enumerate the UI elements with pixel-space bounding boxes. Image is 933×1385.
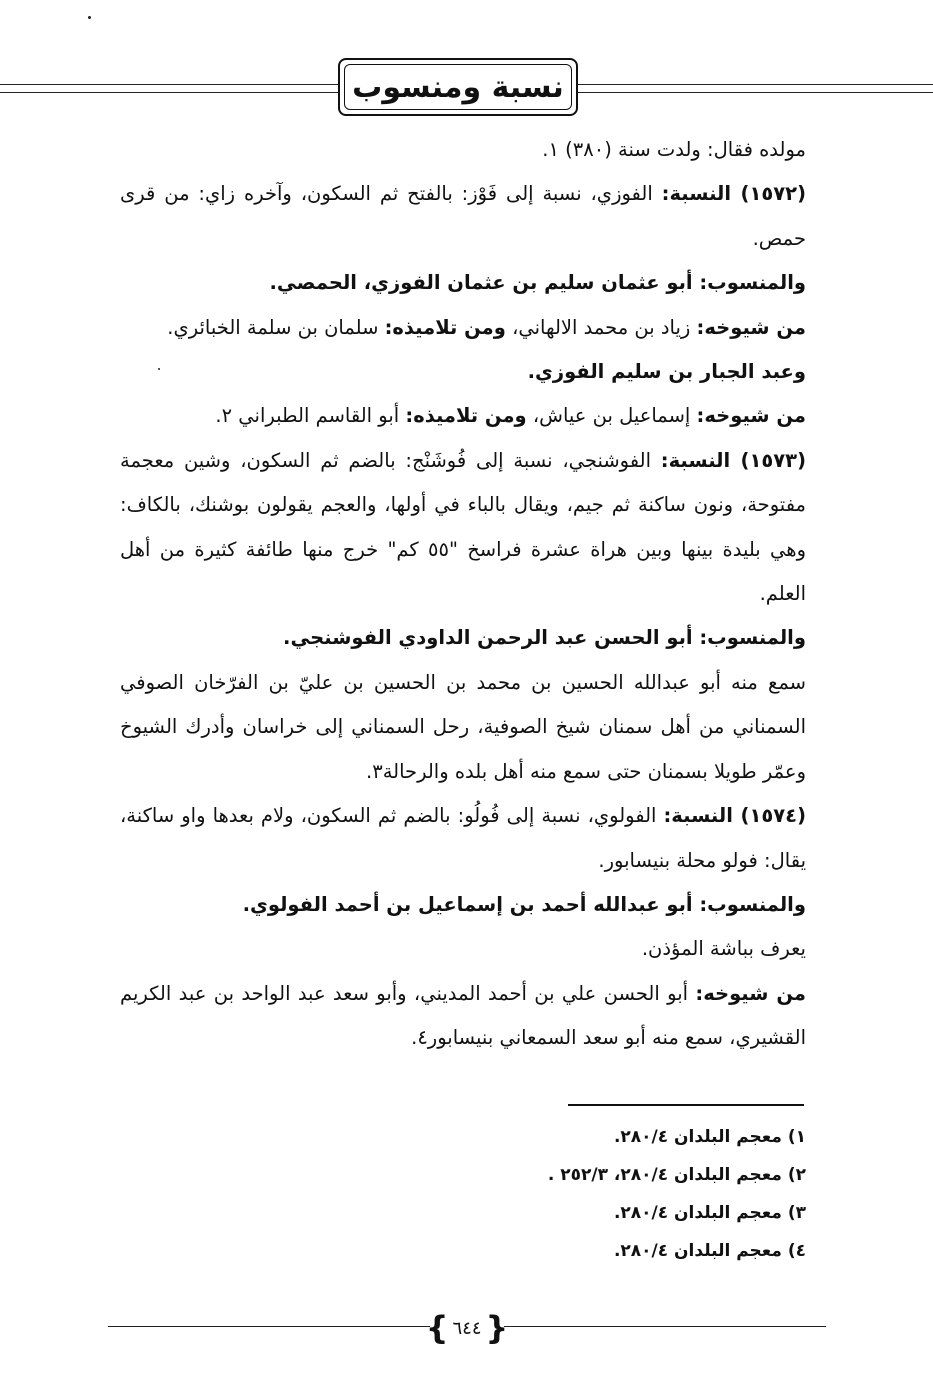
speck xyxy=(88,16,91,19)
bold-label: (١٥٧٢) النسبة: xyxy=(661,182,806,206)
paragraph xyxy=(120,128,806,172)
brace-icon: { xyxy=(485,1309,509,1347)
footer-rule-right xyxy=(504,1326,826,1327)
paragraph-text: أبو الحسن علي بن أحمد المديني، وأبو سعد عبد الواحد بن عبد الكريم القشيري، سمع منه أبو سعد السمعاني بنيسابور٤. xyxy=(120,981,806,1050)
bold-label: من شيوخه: xyxy=(696,404,806,428)
footer-rule-left xyxy=(108,1326,430,1327)
paragraph xyxy=(120,261,806,305)
header-rule-right xyxy=(578,92,933,93)
page-title: نسبة ومنسوب xyxy=(344,64,572,110)
paragraph xyxy=(120,306,806,350)
page-number-box xyxy=(425,1309,509,1347)
paragraph-text: زياد بن محمد الالهاني، xyxy=(505,315,697,339)
page-footer xyxy=(108,1309,826,1352)
paragraph-text: أبو القاسم الطبراني ٢. xyxy=(215,404,406,428)
bold-label: والمنسوب: أبو الحسن عبد الرحمن الداودي الفوشنجي. xyxy=(283,626,806,650)
bold-label: ومن تلاميذه: xyxy=(384,315,506,339)
paragraph-text: الفوزي، نسبة إلى فَوْز: بالفتح ثم السكون، وآخره زاي: من قرى حمص. xyxy=(120,182,806,250)
paragraph xyxy=(120,350,806,394)
paragraph-text: سلمان بن سلمة الخبائري. xyxy=(167,315,385,339)
footnote-separator xyxy=(568,1104,804,1106)
paragraph-text: يعرف بباشة المؤذن. xyxy=(641,937,806,961)
bold-label: وعبد الجبار بن سليم الفوزي. xyxy=(527,360,806,384)
paragraph xyxy=(120,794,806,883)
bold-label: من شيوخه: xyxy=(696,315,806,339)
paragraph xyxy=(120,927,806,971)
paragraph-text: إسماعيل بن عياش، xyxy=(526,404,697,428)
footnote: ٣) معجم البلدان ٢٨٠/٤. xyxy=(613,1203,806,1223)
header-rule-left xyxy=(0,92,338,93)
bold-label: (١٥٧٣) النسبة: xyxy=(660,448,806,472)
paragraph xyxy=(120,883,806,927)
footnote: ١) معجم البلدان ٢٨٠/٤. xyxy=(613,1127,806,1147)
bold-label: والمنسوب: أبو عبدالله أحمد بن إسماعيل بن أحمد الفولوي. xyxy=(242,892,806,916)
header-rule-right xyxy=(578,84,933,85)
paragraph xyxy=(120,972,806,1061)
paragraph xyxy=(120,394,806,438)
paragraph-text: مولده فقال: ولدت سنة (٣٨٠) ١. xyxy=(542,138,806,161)
main-body-text xyxy=(120,128,806,1061)
footnote: ٢) معجم البلدان ٢٨٠/٤، ٢٥٢/٣ . xyxy=(547,1165,806,1185)
paragraph-text: الفوشنجي، نسبة إلى فُوشَنْج: بالضم ثم السكون، وشين معجمة مفتوحة، ونون ساكنة ثم جيم، ويقال بالباء في أولها، والعجم يقولون بوشنك، بالكاف: وهي بليدة بينها وبين هراة عشرة فراسخ "٥٥ كم" خرج منها طائفة كثيرة من أهل العلم. xyxy=(120,448,806,606)
page-number: ٦٤٤ xyxy=(452,1317,482,1339)
bold-label: من شيوخه: xyxy=(695,981,806,1005)
footnotes xyxy=(406,1118,806,1270)
bold-label: ومن تلاميذه: xyxy=(405,404,527,428)
brace-icon: } xyxy=(425,1309,449,1347)
footnote: ٤) معجم البلدان ٢٨٠/٤. xyxy=(613,1241,806,1261)
header-rule-left xyxy=(0,84,338,85)
paragraph-text: سمع منه أبو عبدالله الحسين بن محمد بن الحسين بن عليّ بن الفرّخان الصوفي السمناني من أهل سمنان شيخ الصوفية، رحل السمناني إلى خراسان وأدرك الشيوخ وعمّر طويلا بسمنان حتى سمع منه أهل بلده والرحالة٣. xyxy=(120,670,806,783)
paragraph-text: الفولوي، نسبة إلى فُولُو: بالضم ثم السكون، ولام بعدها واو ساكنة، يقال: فولو محلة بنيسابور. xyxy=(120,804,806,872)
bold-label: (١٥٧٤) النسبة: xyxy=(663,804,806,828)
paragraph xyxy=(120,661,806,794)
paragraph xyxy=(120,172,806,261)
bold-label: والمنسوب: أبو عثمان سليم بن عثمان الفوزي، الحمصي. xyxy=(269,271,806,295)
paragraph xyxy=(120,439,806,617)
header-title-frame xyxy=(338,58,578,116)
paragraph xyxy=(120,616,806,660)
